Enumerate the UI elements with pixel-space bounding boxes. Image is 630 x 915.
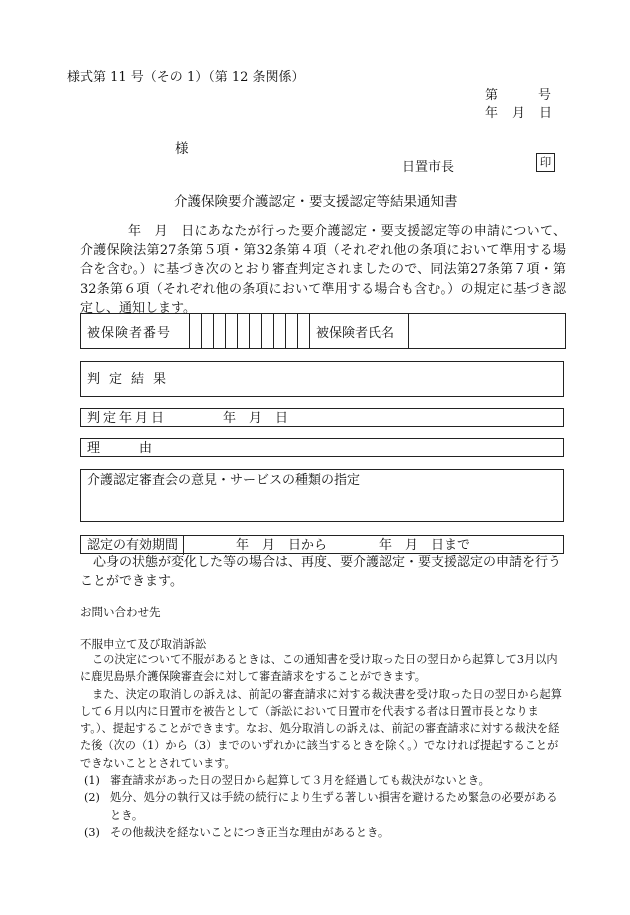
appeal-item-number: (3) [84,825,100,839]
validity-period-box[interactable] [80,535,564,554]
insured-info-table [80,313,566,349]
number-label: 第 [485,88,499,103]
judgement-result-label: 判定結果 [87,372,176,387]
judgement-date-value: 年 月 日 [223,411,289,426]
judgement-date-box[interactable] [80,408,564,427]
insured-number-cell[interactable] [298,314,310,349]
date-month: 月 [512,106,526,121]
date-year: 年 [485,106,499,121]
reason-label: 理 由 [87,441,153,456]
appeal-item-text: 処分、処分の執行又は手続の続行により生ずる著しい損害を避けるため緊急の必要があるとき。 [110,791,558,822]
insured-number-cell[interactable] [274,314,286,349]
reason-box[interactable] [80,438,564,457]
insured-number-cell[interactable] [190,314,202,349]
insured-name-value[interactable] [409,314,566,349]
insured-number-cell[interactable] [250,314,262,349]
insured-number-cell[interactable] [262,314,274,349]
contact-label: お問い合わせ先 [80,605,161,619]
date-day: 日 [539,106,553,121]
insured-number-cell[interactable] [202,314,214,349]
reapplication-note: 心身の状態が変化した等の場合は、再度、要介護認定・要支援認定の申請を行うことができます。 [80,555,562,590]
issuer-name: 日置市長 [402,160,455,175]
validity-period-value: 年 月 日から 年 月 日まで [236,538,471,553]
appeal-item-text: 審査請求があった日の翌日から起算して３月を経過しても裁決がないとき。 [110,774,490,788]
body-paragraph [80,222,566,318]
insured-number-cell[interactable] [286,314,298,349]
appeal-section [80,651,566,841]
issue-date-line [485,102,552,121]
judgement-result-box[interactable] [80,361,564,397]
appeal-paragraph-1: この決定について不服があるときは、この通知書を受け取った日の翌日から起算して3月以内に鹿児島県介護保険審査会に対して審査請求をすることができます。 [80,653,558,684]
judgement-date-label: 判定年月日 [87,411,168,426]
insured-number-cell[interactable] [238,314,250,349]
appeal-heading: 不服申立て及び取消訴訟 [80,637,207,651]
opinion-label: 介護認定審査会の意見・サービスの種類の指定 [87,473,361,488]
addressee-suffix: 様 [175,141,189,157]
validity-period-label: 認定の有効期間 [81,536,184,555]
appeal-item-text: その他裁決を経ないことにつき正当な理由があるとき。 [110,825,390,839]
insured-number-label: 被保険者番号 [81,314,190,349]
insured-number-cell[interactable] [226,314,238,349]
insured-name-label: 被保険者氏名 [310,314,409,349]
body-text: 年 月 日にあなたが行った要介護認定・要支援認定等の申請について、介護保険法第27条第５項・第32条第４項（それぞれ他の条項において準用する場合を含む。）に基づき次のとおり審査判定されましたので、同法第27条第７項・第32条第６項（それぞれ他の条項において準用する場合も含む。）の規定に基づき認定し、通知します。 [80,224,566,316]
document-number-line [485,84,551,103]
insured-number-cell[interactable] [214,314,226,349]
seal-mark: 印 [536,153,555,172]
appeal-item [80,789,566,824]
appeal-item [80,824,566,841]
document-title: 介護保険要介護認定・要支援認定等結果通知書 [174,194,458,210]
number-suffix: 号 [538,88,552,103]
form-number: 様式第 11 号（その 1）（第 12 条関係） [67,70,305,85]
appeal-paragraph-2: また、決定の取消しの訴えは、前記の審査請求に対する裁決書を受け取った日の翌日から起算して６月以内に日置市を被告として（訴訟において日置市を代表する者は日置市長となります。）、提起することができます。なお、処分取消しの訴えは、前記の審査請求に対する裁決を経た後（次の（1）から（3）までのいずれかに該当するときを除く。）でなければ提起することができないこととされています。 [80,687,562,770]
appeal-item [80,772,566,789]
appeal-item-number: (1) [84,774,100,788]
opinion-box[interactable] [80,469,564,522]
appeal-item-number: (2) [84,791,100,805]
